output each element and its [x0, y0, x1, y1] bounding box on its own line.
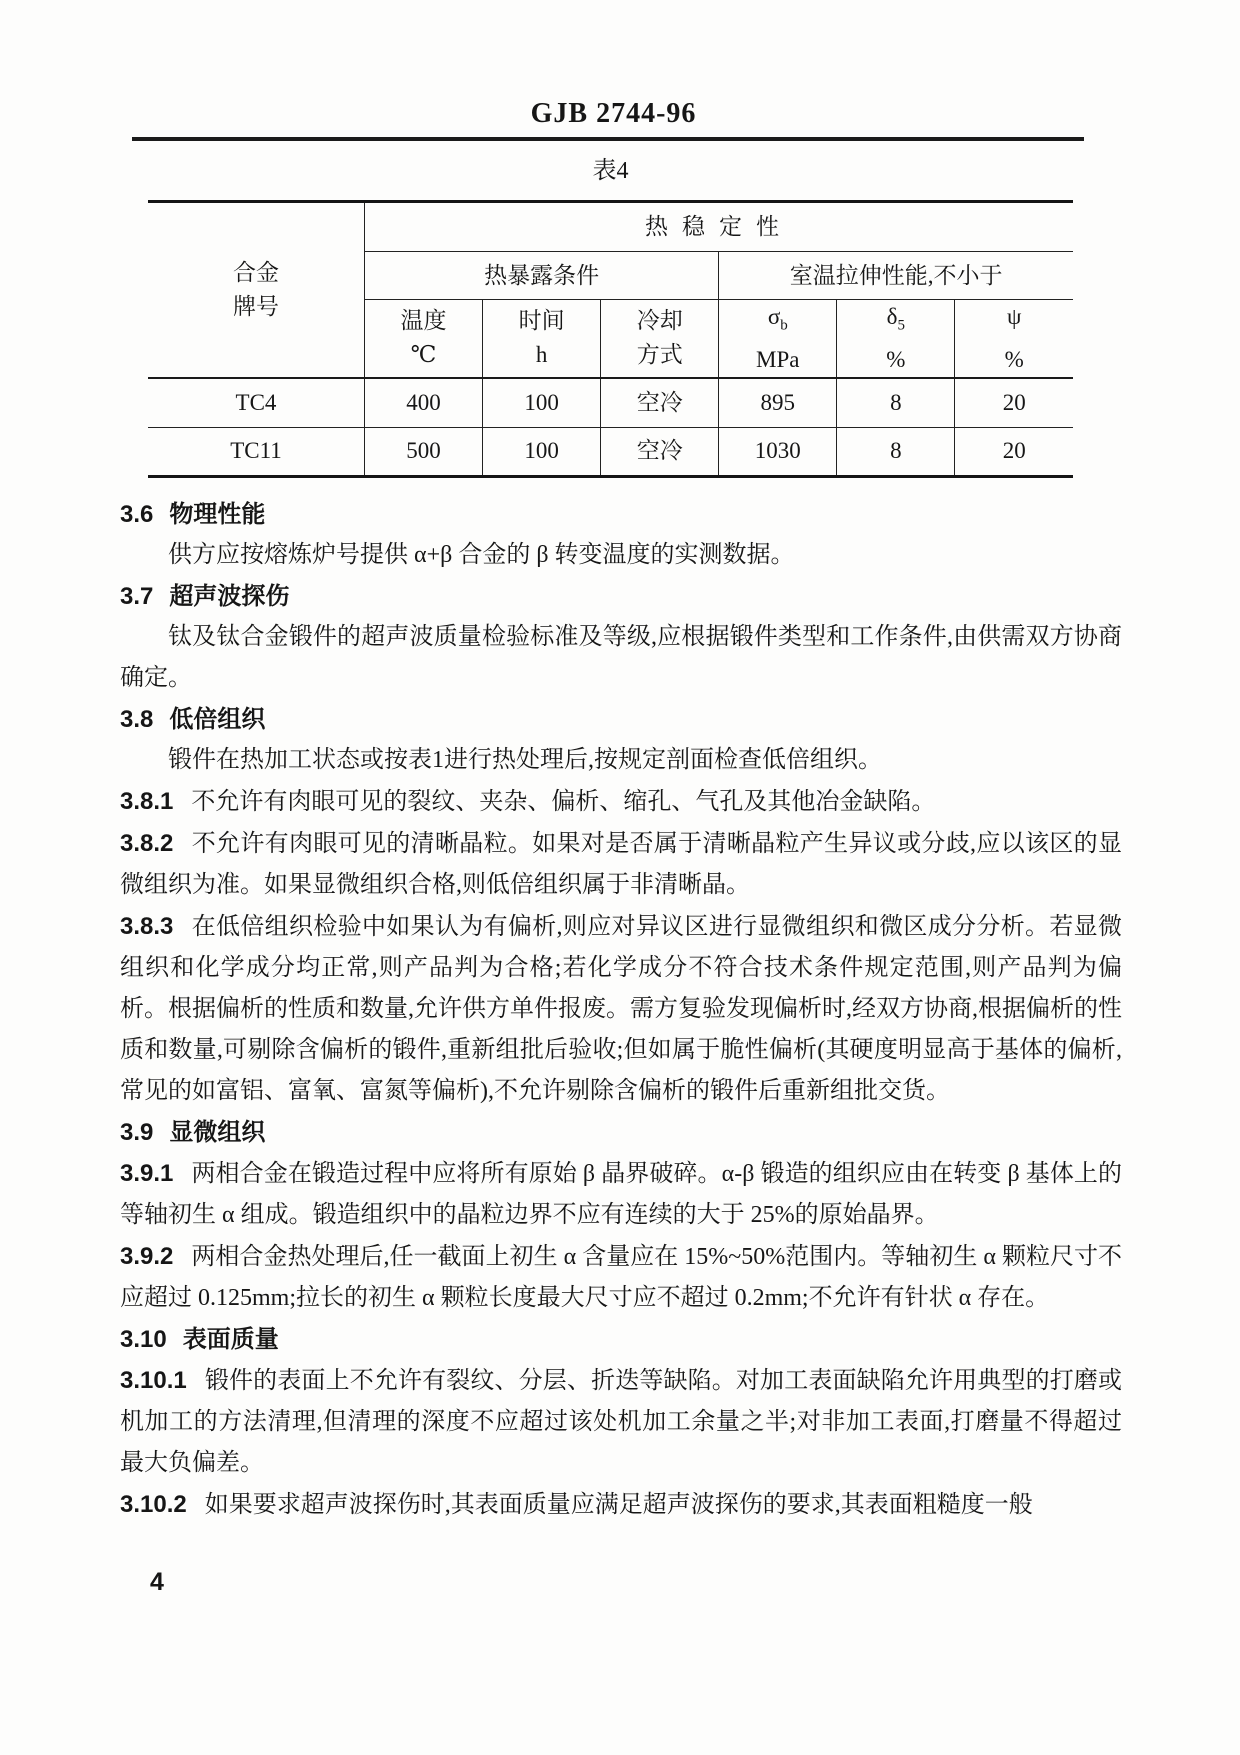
sigma-b-unit: MPa	[756, 346, 800, 372]
document-body	[120, 494, 1122, 1526]
clause-3-9-2: 3.9.2 两相合金热处理后,任一截面上初生 α 含量应在 15%~50%范围内。等轴初生 α 颗粒尺寸不应超过 0.125mm;拉长的初生 α 颗粒长度最大尺寸应不超过 0.2mm;不允许有针状 α 存在。	[120, 1243, 1122, 1311]
heat-stability-header-cell: 热稳定性	[365, 202, 1074, 252]
value-cell: 空冷	[601, 427, 719, 476]
sigma-b-symbol: $\sigma_b$	[767, 304, 788, 334]
psi-header-cell	[955, 300, 1073, 378]
temperature-label: 温度	[400, 308, 447, 334]
clause-3-10-1: 3.10.1 锻件的表面上不允许有裂纹、分层、折迭等缺陷。对加工表面缺陷允许用典型的打磨或机加工的方法清理,但清理的深度不应超过该处机加工余量之半;对非加工表面,打磨量不得超过最大负偏差。	[120, 1367, 1122, 1476]
value-cell: 20	[955, 378, 1073, 428]
clause-3-10-2: 3.10.2 如果要求超声波探伤时,其表面质量应满足超声波探伤的要求,其表面粗糙度一般	[120, 1491, 1033, 1518]
temperature-header-cell	[365, 300, 483, 378]
alloy-cell: TC11	[148, 427, 365, 476]
heat-stability-table	[148, 200, 1073, 478]
para-3-6: 供方应按熔炼炉号提供 α+β 合金的 β 转变温度的实测数据。	[168, 542, 795, 568]
cooling-header-cell	[601, 300, 719, 378]
alloy-cell: TC4	[148, 378, 365, 428]
para-3-8: 锻件在热加工状态或按表1进行热处理后,按规定剖面检查低倍组织。	[168, 747, 882, 773]
clause-3-8-2: 3.8.2 不允许有肉眼可见的清晰晶粒。如果对是否属于清晰晶粒产生异议或分歧,应以该区的显微组织为准。如果显微组织合格,则低倍组织属于非清晰晶。	[120, 830, 1122, 898]
time-unit: h	[535, 342, 548, 368]
time-header-cell	[483, 300, 601, 378]
doc-code: GJB 2744-96	[530, 98, 697, 129]
heading-3-7: 3.7 超声波探伤	[120, 583, 290, 610]
value-cell: 1030	[719, 427, 837, 476]
cooling-label-line1: 冷却	[636, 308, 683, 334]
value-cell: 400	[365, 378, 483, 428]
clause-3-8-1: 3.8.1 不允许有肉眼可见的裂纹、夹杂、偏析、缩孔、气孔及其他冶金缺陷。	[120, 788, 936, 815]
psi-unit: %	[1004, 346, 1024, 372]
value-cell: 8	[837, 378, 955, 428]
heading-3-9: 3.9 显微组织	[120, 1119, 266, 1146]
temperature-unit: ℃	[410, 342, 437, 368]
time-label: 时间	[518, 308, 565, 334]
sigma-b-header-cell	[719, 300, 837, 378]
value-cell: 500	[365, 427, 483, 476]
table-row	[148, 427, 1073, 476]
delta-5-unit: %	[886, 346, 906, 372]
table-row	[148, 378, 1073, 428]
value-cell: 8	[837, 427, 955, 476]
alloy-header-line2: 牌号	[233, 293, 279, 319]
para-3-7: 钛及钛合金锻件的超声波质量检验标准及等级,应根据锻件类型和工作条件,由供需双方协商确定。	[120, 624, 1122, 691]
table-caption: 表4	[592, 158, 629, 184]
alloy-header-line1: 合金	[233, 259, 279, 285]
heading-3-10: 3.10 表面质量	[120, 1326, 279, 1353]
value-cell: 100	[483, 427, 601, 476]
heading-3-6: 3.6 物理性能	[120, 501, 266, 528]
value-cell: 100	[483, 378, 601, 428]
header-rule	[132, 137, 1084, 141]
cooling-label-line2: 方式	[636, 342, 683, 368]
clause-3-9-1: 3.9.1 两相合金在锻造过程中应将所有原始 β 晶界破碎。α-β 锻造的组织应由在转变 β 基体上的等轴初生 α 组成。锻造组织中的晶粒边界不应有连续的大于 25%的原始晶界。	[120, 1160, 1122, 1228]
alloy-grade-header-cell	[148, 202, 365, 378]
tensile-props-header-cell: 室温拉伸性能,不小于	[719, 252, 1073, 300]
value-cell: 空冷	[601, 378, 719, 428]
value-cell: 20	[955, 427, 1073, 476]
psi-symbol: ψ	[1006, 304, 1022, 329]
page-number: 4	[150, 1568, 164, 1596]
delta-5-symbol: $\delta_5$	[886, 304, 906, 334]
heading-3-8: 3.8 低倍组织	[120, 706, 266, 733]
delta-5-header-cell	[837, 300, 955, 378]
heat-exposure-header-cell: 热暴露条件	[365, 252, 719, 300]
value-cell: 895	[719, 378, 837, 428]
clause-3-8-3: 3.8.3 在低倍组织检验中如果认为有偏析,则应对异议区进行显微组织和微区成分分析。若显微组织和化学成分均正常,则产品判为合格;若化学成分不符合技术条件规定范围,则产品判为偏析。根据偏析的性质和数量,允许供方单件报废。需方复验发现偏析时,经双方协商,根据偏析的性质和数量,可剔除含偏析的锻件,重新组批后验收;但如属于脆性偏析(其硬度明显高于基体的偏析,常见的如富铝、富氧、富氮等偏析),不允许剔除含偏析的锻件后重新组批交货。	[120, 913, 1122, 1104]
